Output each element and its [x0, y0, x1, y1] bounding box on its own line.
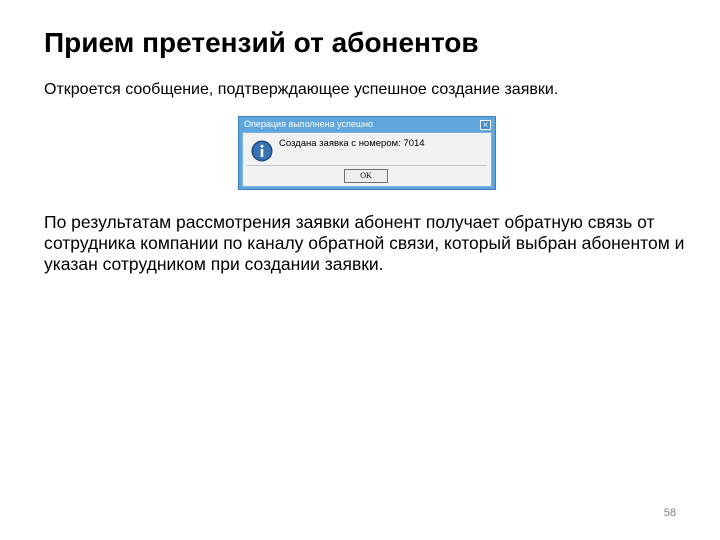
slide-title: Прием претензий от абонентов	[44, 27, 479, 58]
page-number: 58	[663, 507, 676, 519]
body-text: По результатам рассмотрения заявки абонент получает обратную связь от сотрудника компании по каналу обратной связи, который выбран абонентом и указан сотрудником при создании заявки.	[44, 212, 685, 274]
dialog-message: Создана заявка с номером: 7014	[279, 138, 425, 149]
intro-text: Откроется сообщение, подтверждающее успешное создание заявки.	[44, 81, 559, 98]
close-icon[interactable]: ×	[480, 120, 491, 130]
dialog-separator	[247, 165, 487, 166]
success-dialog	[238, 116, 496, 190]
dialog-title: Операция выполнена успешно	[244, 119, 374, 129]
dialog-titlebar	[242, 117, 492, 132]
ok-button[interactable]: OK	[344, 169, 388, 183]
dialog-body	[242, 132, 492, 187]
info-icon	[251, 140, 273, 162]
